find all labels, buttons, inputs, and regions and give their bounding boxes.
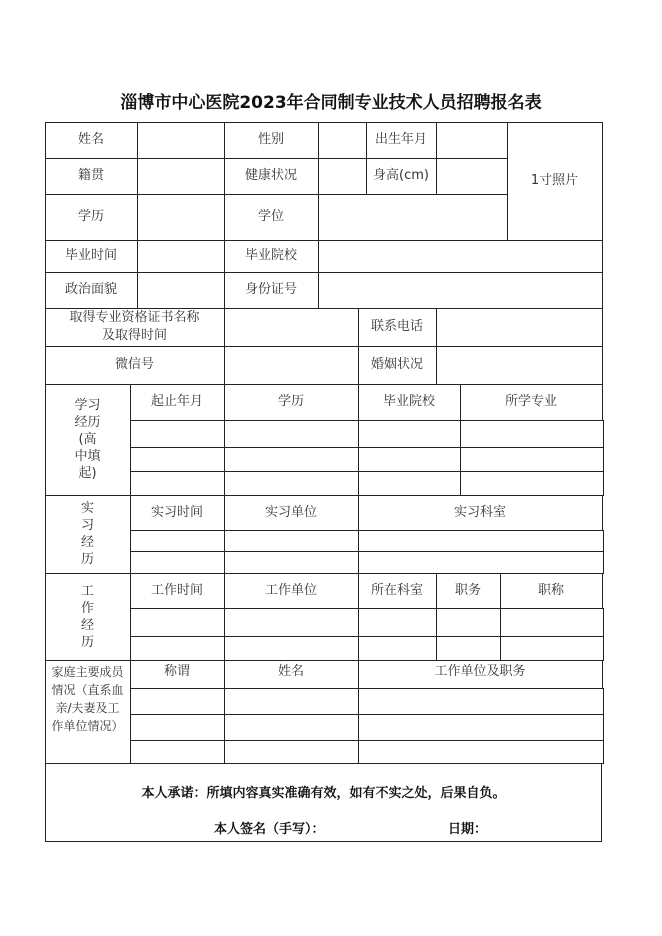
- label-native: 籍贯: [45, 158, 138, 195]
- study-cell[interactable]: [460, 471, 604, 496]
- label-health: 健康状况: [224, 158, 319, 195]
- label-phone: 联系电话: [358, 308, 437, 347]
- family-cell[interactable]: [358, 688, 604, 715]
- family-section-label: 家庭主要成员情况（直系血亲/夫妻及工作单位情况）: [45, 660, 131, 764]
- label-marital: 婚姻状况: [358, 346, 437, 385]
- signature-label[interactable]: 本人签名（手写）：: [214, 822, 325, 837]
- label-degree: 学位: [224, 194, 319, 241]
- family-cell[interactable]: [130, 740, 225, 764]
- cert-field[interactable]: [224, 308, 359, 347]
- photo-box[interactable]: 1寸照片: [507, 122, 603, 241]
- education-field[interactable]: [137, 194, 225, 241]
- study-cell[interactable]: [130, 471, 225, 496]
- internship-cell[interactable]: [358, 530, 604, 552]
- family-cell[interactable]: [224, 714, 359, 741]
- internship-cell[interactable]: [130, 530, 225, 552]
- study-cell[interactable]: [460, 420, 604, 448]
- work-section-label: 工作经历: [45, 573, 131, 661]
- study-cell[interactable]: [358, 420, 461, 448]
- degree-field[interactable]: [318, 194, 508, 241]
- label-political: 政治面貌: [45, 272, 138, 309]
- work-header: 所在科室: [358, 573, 437, 609]
- internship-section-label: 实习经历: [45, 495, 131, 574]
- internship-header: 实习单位: [224, 495, 359, 531]
- internship-cell[interactable]: [224, 530, 359, 552]
- work-cell[interactable]: [130, 636, 225, 661]
- study-cell[interactable]: [224, 471, 359, 496]
- work-cell[interactable]: [224, 636, 359, 661]
- study-cell[interactable]: [358, 447, 461, 472]
- work-cell[interactable]: [130, 608, 225, 637]
- study-cell[interactable]: [224, 447, 359, 472]
- internship-header: 实习时间: [130, 495, 225, 531]
- study-header: 毕业院校: [358, 384, 461, 421]
- study-cell[interactable]: [130, 447, 225, 472]
- study-header: 学历: [224, 384, 359, 421]
- political-field[interactable]: [137, 272, 225, 309]
- label-name: 姓名: [45, 122, 138, 159]
- label-education: 学历: [45, 194, 138, 241]
- label-cert: 取得专业资格证书名称及取得时间: [45, 308, 225, 347]
- study-cell[interactable]: [358, 471, 461, 496]
- internship-cell[interactable]: [358, 551, 604, 574]
- label-height: 身高(cm): [366, 158, 437, 195]
- family-cell[interactable]: [130, 714, 225, 741]
- phone-field[interactable]: [436, 308, 603, 347]
- family-cell[interactable]: [358, 740, 604, 764]
- family-cell[interactable]: [130, 688, 225, 715]
- work-header: 工作时间: [130, 573, 225, 609]
- family-cell[interactable]: [358, 714, 604, 741]
- label-birth: 出生年月: [366, 122, 437, 159]
- label-gender: 性别: [224, 122, 319, 159]
- name-field[interactable]: [137, 122, 225, 159]
- family-header: 称谓: [130, 660, 225, 689]
- native-field[interactable]: [137, 158, 225, 195]
- family-header: 工作单位及职务: [358, 660, 603, 689]
- work-cell[interactable]: [358, 608, 437, 637]
- label-grad-school: 毕业院校: [224, 240, 319, 273]
- label-wechat: 微信号: [45, 346, 225, 385]
- work-cell[interactable]: [436, 636, 501, 661]
- work-cell[interactable]: [436, 608, 501, 637]
- internship-cell[interactable]: [224, 551, 359, 574]
- label-grad-time: 毕业时间: [45, 240, 138, 273]
- grad-time-field[interactable]: [137, 240, 225, 273]
- study-cell[interactable]: [224, 420, 359, 448]
- gender-field[interactable]: [318, 122, 367, 159]
- form-title: 淄博市中心医院2023年合同制专业技术人员招聘报名表: [120, 93, 542, 113]
- pledge-statement: 本人承诺：所填内容真实准确有效，如有不实之处，后果自负。: [141, 786, 506, 801]
- label-id: 身份证号: [224, 272, 319, 309]
- marital-field[interactable]: [436, 346, 603, 385]
- work-header: 职务: [436, 573, 501, 609]
- family-cell[interactable]: [224, 740, 359, 764]
- wechat-field[interactable]: [224, 346, 359, 385]
- family-header: 姓名: [224, 660, 359, 689]
- work-cell[interactable]: [358, 636, 437, 661]
- study-header: 所学专业: [460, 384, 603, 421]
- work-cell[interactable]: [500, 636, 604, 661]
- date-label[interactable]: 日期：: [448, 822, 488, 837]
- work-header: 工作单位: [224, 573, 359, 609]
- study-header: 起止年月: [130, 384, 225, 421]
- work-cell[interactable]: [500, 608, 604, 637]
- id-field[interactable]: [318, 272, 603, 309]
- height-field[interactable]: [436, 158, 508, 195]
- study-cell[interactable]: [130, 420, 225, 448]
- work-cell[interactable]: [224, 608, 359, 637]
- internship-cell[interactable]: [130, 551, 225, 574]
- study-cell[interactable]: [460, 447, 604, 472]
- family-cell[interactable]: [224, 688, 359, 715]
- pledge-box: [45, 763, 602, 842]
- grad-school-field[interactable]: [318, 240, 603, 273]
- work-header: 职称: [500, 573, 603, 609]
- birth-field[interactable]: [436, 122, 508, 159]
- health-field[interactable]: [318, 158, 367, 195]
- study-section-label: 学习经历(高中填起): [45, 384, 131, 496]
- internship-header: 实习科室: [358, 495, 603, 531]
